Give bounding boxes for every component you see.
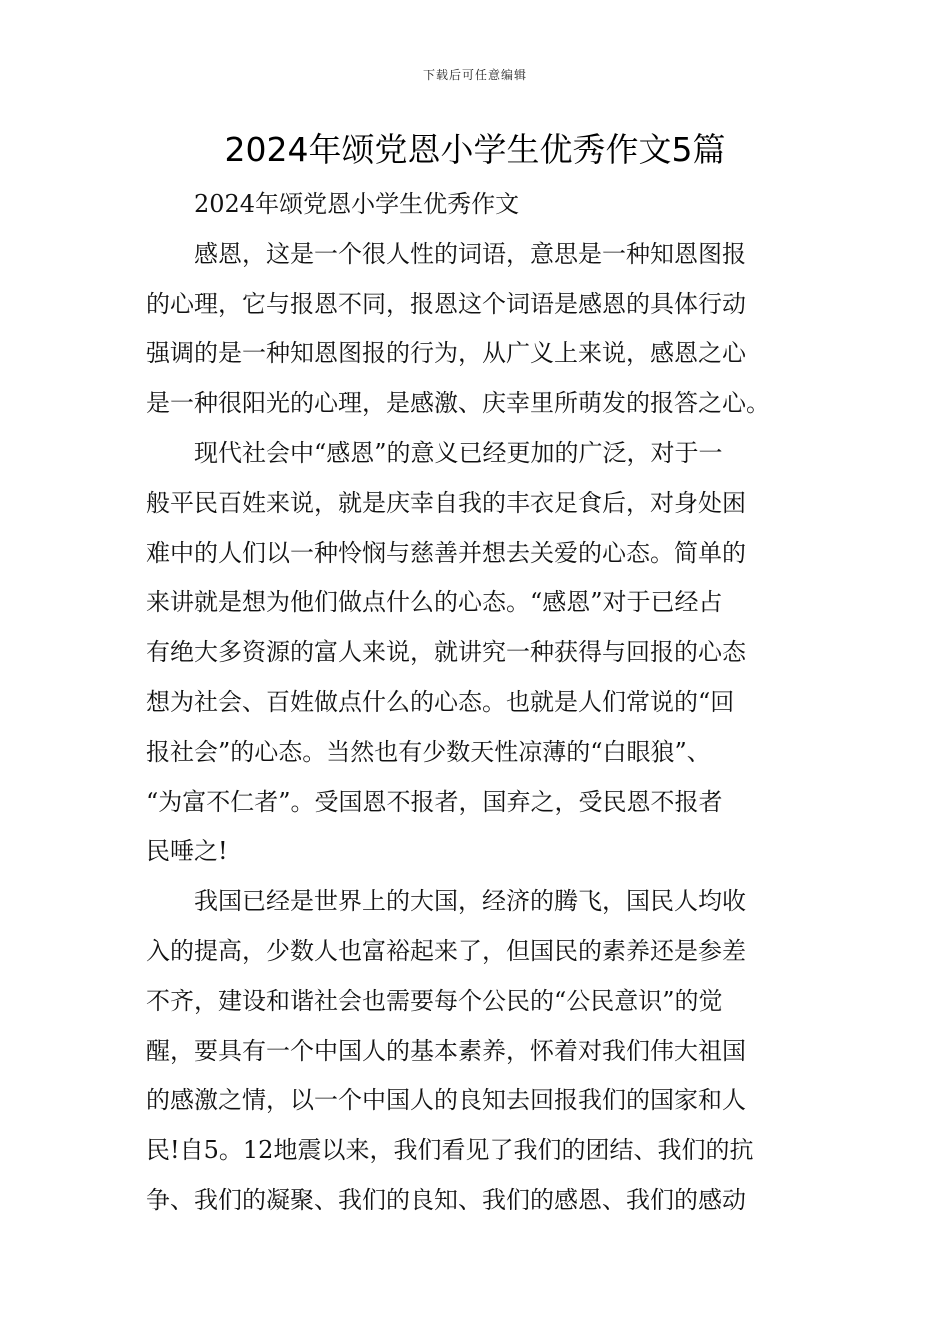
document-title: 2024年颂党恩小学生优秀作文5篇 (224, 130, 726, 169)
text-line: 感恩，这是一个很人性的词语，意思是一种知恩图报 (194, 239, 746, 268)
paragraph-2 (146, 429, 806, 877)
paragraph-3 (146, 877, 806, 1226)
text-line: 般平民百姓来说，就是庆幸自我的丰衣足食后，对身处困 (146, 488, 746, 517)
text-line: 不齐，建设和谐社会也需要每个公民的“公民意识”的觉 (146, 986, 723, 1015)
text-line: 的感激之情，以一个中国人的良知去回报我们的国家和人 (146, 1086, 746, 1115)
paragraph-1 (146, 230, 806, 429)
text-line: 争、我们的凝聚、我们的良知、我们的感恩、我们的感动 (146, 1185, 746, 1214)
document-body (146, 180, 806, 1226)
text-line: 难中的人们以一种怜悯与慈善并想去关爱的心态。简单的 (146, 538, 746, 567)
text-line: 醒，要具有一个中国人的基本素养，怀着对我们伟大祖国 (146, 1036, 746, 1065)
text-line: 报社会”的心态。当然也有少数天性凉薄的“白眼狼”、 (146, 737, 711, 766)
text-line: 强调的是一种知恩图报的行为，从广义上来说，感恩之心 (146, 339, 746, 368)
text-line: 想为社会、百姓做点什么的心态。也就是人们常说的“回 (146, 687, 735, 716)
text-line: “为富不仁者”。受国恩不报者，国弃之，受民恩不报者 (146, 787, 723, 816)
text-line: 有绝大多资源的富人来说，就讲究一种获得与回报的心态 (146, 638, 746, 667)
text-line: 现代社会中“感恩”的意义已经更加的广泛，对于一 (194, 438, 723, 467)
text-line: 入的提高，少数人也富裕起来了，但国民的素养还是参差 (146, 936, 746, 965)
text-line: 民!自5。12地震以来，我们看见了我们的团结、我们的抗 (146, 1136, 754, 1165)
text-line: 民唾之! (146, 837, 228, 866)
text-line: 来讲就是想为他们做点什么的心态。“感恩”对于已经占 (146, 588, 723, 617)
text-line: 是一种很阳光的心理，是感激、庆幸里所萌发的报答之心。 (146, 389, 770, 418)
document-subtitle: 2024年颂党恩小学生优秀作文 (194, 190, 520, 218)
text-line: 我国已经是世界上的大国，经济的腾飞，国民人均收 (194, 887, 746, 916)
text-line: 的心理，它与报恩不同，报恩这个词语是感恩的具体行动 (146, 289, 746, 318)
header-note: 下载后可任意编辑 (422, 68, 527, 82)
